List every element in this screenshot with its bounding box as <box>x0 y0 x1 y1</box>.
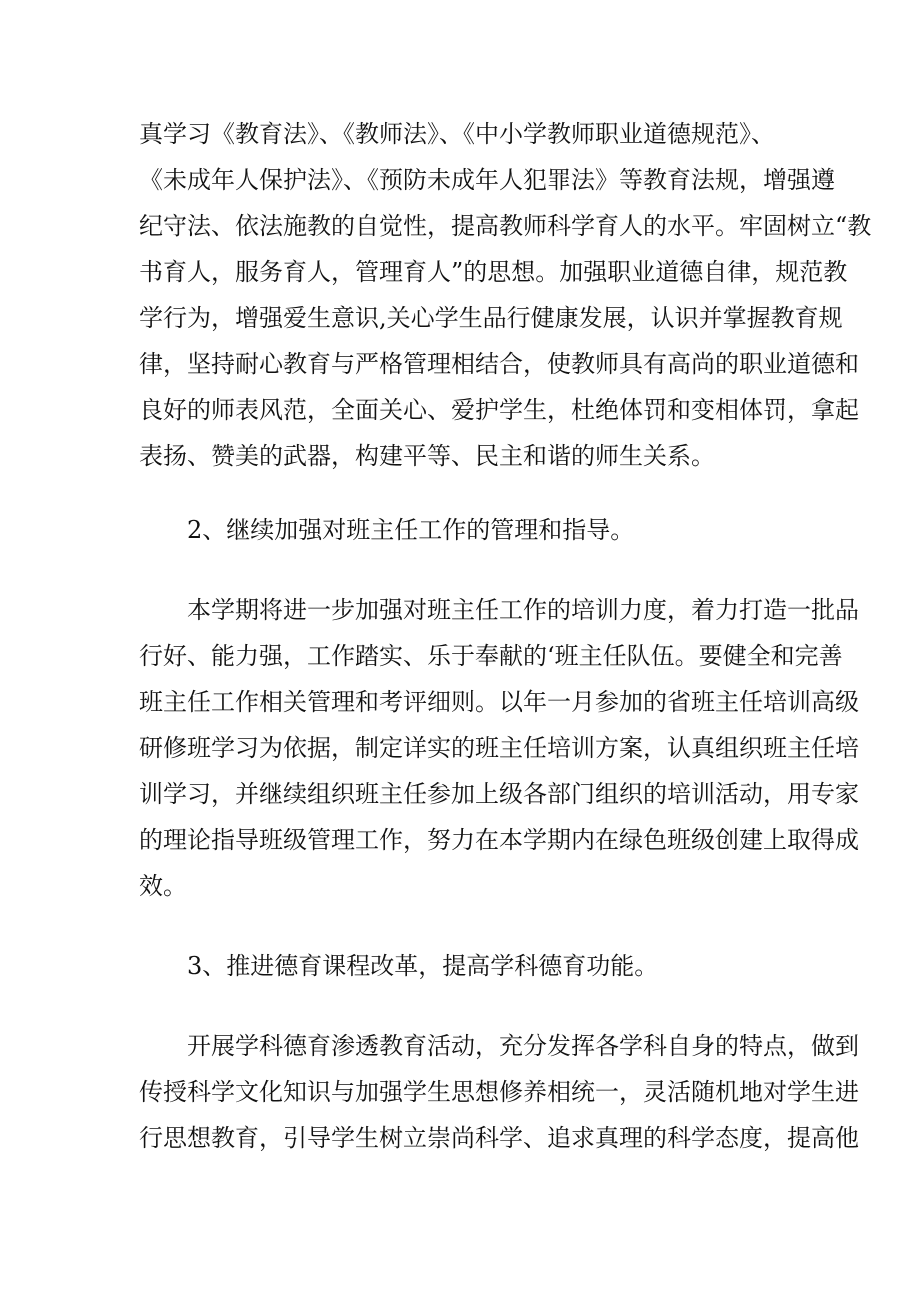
paragraph-line: 传授科学文化知识与加强学生思想修养相统一，灵活随机地对学生进 <box>139 1078 859 1106</box>
paragraph-line: 《未成年人保护法》、《预防未成年人犯罪法》等教育法规，增强遵 <box>139 166 835 194</box>
paragraph-line: 纪守法、依法施教的自觉性，提高教师科学育人的水平。牢固树立“教 <box>139 212 872 240</box>
paragraph-line: 真学习《教育法》、《教师法》、《中小学教师职业道德规范》、 <box>139 120 775 148</box>
paragraph-line: 训学习，并继续组织班主任参加上级各部门组织的培训活动，用专家 <box>139 780 859 808</box>
paragraph-line: 班主任工作相关管理和考评细则。以年一月参加的省班主任培训高级 <box>139 688 859 716</box>
paragraph-line: 表扬、赞美的武器，构建平等、民主和谐的师生关系。 <box>139 442 715 470</box>
paragraph-line: 效。 <box>139 872 187 900</box>
paragraph-line: 的理论指导班级管理工作，努力在本学期内在绿色班级创建上取得成 <box>139 826 859 854</box>
paragraph-line: 书育人，服务育人，管理育人”的思想。加强职业道德自律，规范教 <box>139 258 848 286</box>
paragraph-line: 行思想教育，引导学生树立崇尚科学、追求真理的科学态度，提高他 <box>139 1124 859 1152</box>
section-heading: 2、继续加强对班主任工作的管理和指导。 <box>187 516 635 544</box>
paragraph-line: 良好的师表风范，全面关心、爱护学生，杜绝体罚和变相体罚，拿起 <box>139 396 859 424</box>
paragraph-line: 开展学科德育渗透教育活动，充分发挥各学科自身的特点，做到 <box>187 1032 859 1060</box>
paragraph-line: 研修班学习为依据，制定详实的班主任培训方案，认真组织班主任培 <box>139 734 859 762</box>
paragraph-line: 学行为，增强爱生意识,关心学生品行健康发展，认识并掌握教育规 <box>139 304 843 332</box>
paragraph-line: 行好、能力强，工作踏实、乐于奉献的‘班主任队伍。要健全和完善 <box>139 642 843 670</box>
paragraph-line: 律，坚持耐心教育与严格管理相结合，使教师具有高尚的职业道德和 <box>139 350 859 378</box>
section-heading: 3、推进德育课程改革，提高学科德育功能。 <box>187 952 659 980</box>
paragraph-line: 本学期将进一步加强对班主任工作的培训力度，着力打造一批品 <box>187 596 859 624</box>
